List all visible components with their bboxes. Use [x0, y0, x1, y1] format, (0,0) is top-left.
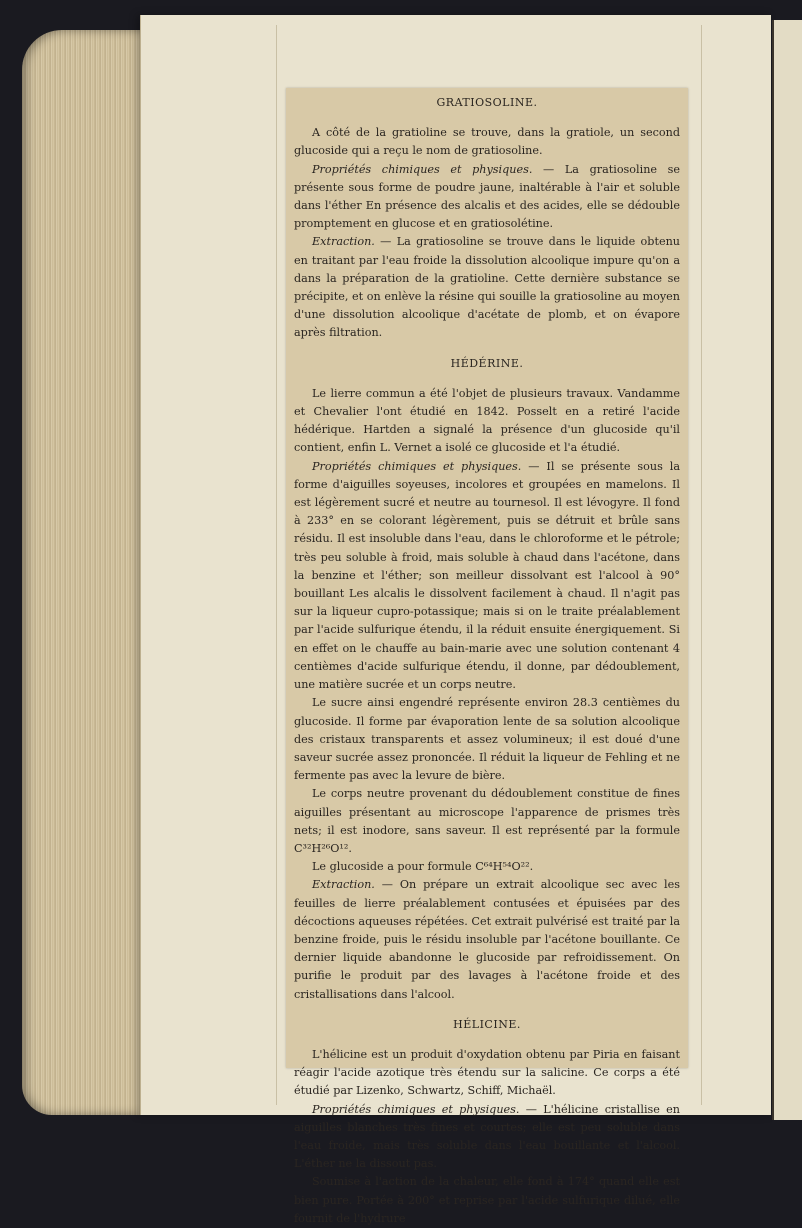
- paragraph: [294, 233, 680, 342]
- paragraph-text: Soumise à l'action de la chaleur, elle fond à 174° quand elle est bien pure. Portée à 200° et reprise par l'acide sulfurique dilué, elle fournit de l'hydrure: [294, 1175, 680, 1225]
- paragraph-text: Le sucre ainsi engendré représente environ 28.3 centièmes du glucoside. Il forme par évaporation lente de sa solution alcoolique des cristaux transparents et assez volumineux; il est doué d'une saveur sucrée assez prononcée. Il réduit la liqueur de Fehling et ne fermente pas avec la levure de bière.: [294, 696, 680, 783]
- paragraph: [294, 458, 680, 695]
- paragraph: [294, 876, 680, 1003]
- paragraph: [294, 124, 680, 160]
- paragraph: [294, 1101, 680, 1174]
- paragraph-text: L'hélicine est un produit d'oxydation obtenu par Piria en faisant réagir l'acide azotique très étendu sur la salicine. Ce corps a été étudié par Lizenko, Schwartz, Schiff, Michaël.: [294, 1047, 680, 1098]
- paragraph-text: — Il se présente sous la forme d'aiguilles soyeuses, incolores et groupées en mamelons. Il est légèrement sucré et neutre au tournesol. Il est lévogyre. Il fond à 233° en se colorant légèrement, puis se détruit et brûle sans résidu. Il est insoluble dans l'eau, dans le chloroforme et le pétrole; très peu soluble à froid, mais soluble à chaud dans l'acétone, dans la benzine et l'éther; son meilleur dissolvant est l'alcool à 90° bouillant Les alcalis le dissolvent facilement à chaud. Il n'agit pas sur la liqueur cupro-potassique; mais si on le traite préalablement par l'acide sulfurique étendu, il la réduit ensuite énergiquement. Si en effet on le chauffe au bain-marie avec une solution contenant 4 centièmes d'acide sulfurique étendu, il donne, par dédoublement, une matière sucrée et un corps neutre.: [294, 459, 680, 692]
- section-title-gratiosoline: GRATIOSOLINE.: [436, 96, 538, 109]
- paragraph-text: — L'hélicine cristallise en aiguilles blanches très fines et courtes; elle est peu soluble dans l'eau froide, mais très soluble dans l'eau bouillante et l'alcool. L'éther ne la dissout pas.: [294, 1102, 681, 1171]
- paragraph: [294, 858, 680, 876]
- section-title-helicine: HÉLICINE.: [453, 1017, 521, 1031]
- page-margin-rule: [701, 25, 702, 1105]
- paragraph-lead: Propriétés chimiques et physiques.: [312, 1102, 520, 1116]
- paragraph-text: A côté de la gratioline se trouve, dans la gratiole, un second glucoside qui a reçu le nom de gratiosoline.: [294, 126, 680, 158]
- paragraph-text: — La gratiosoline se présente sous forme de poudre jaune, inaltérable à l'air et soluble dans l'éther En présence des alcalis et des acides, elle se dédouble promptement en glucose et en gratiosolétine.: [294, 162, 681, 231]
- paragraph-text: Le lierre commun a été l'objet de plusieurs travaux. Vandamme et Chevalier l'ont étudié en 1842. Posselt en a retiré l'acide hédérique. Hartden a signalé la présence d'un glucoside qu'il contient, enfin L. Vernet a isolé ce glucoside et l'a étudié.: [294, 386, 680, 455]
- paragraph-text: — La gratiosoline se trouve dans le liquide obtenu en traitant par l'eau froide la dissolution alcoolique impure qu'on a dans la préparation de la gratioline. Cette dernière substance se précipite, et on enlève la résine qui souille la gratiosoline au moyen d'une dissolution alcoolique d'acétate de plomb, et on évapore après filtration.: [294, 235, 680, 340]
- paragraph-lead: Extraction.: [312, 235, 375, 249]
- paragraph: [294, 785, 680, 858]
- paragraph-lead: Extraction.: [312, 878, 375, 892]
- paragraph: [294, 161, 680, 234]
- paragraph-text: Le glucoside a pour formule C⁶⁴H⁵⁴O²².: [312, 860, 534, 874]
- paragraph: [294, 1173, 680, 1228]
- paragraph-text: Le corps neutre provenant du dédoublement constitue de fines aiguilles présentant au microscope l'apparence de prismes très nets; il est inodore, sans saveur. Il est représenté par la formule C³²H²⁶O¹².: [294, 787, 680, 855]
- paragraph: [294, 385, 680, 458]
- section-title-hederine: HÉDÉRINE.: [450, 356, 524, 370]
- paragraph-lead: Propriétés chimiques et physiques.: [312, 459, 522, 473]
- paragraph-lead: Propriétés chimiques et physiques.: [312, 162, 533, 176]
- pasted-clipping: [286, 88, 688, 1225]
- paragraph: [294, 694, 680, 785]
- facing-page-edge: [772, 20, 802, 1120]
- paragraph: [294, 1046, 680, 1101]
- page-margin-rule: [276, 25, 277, 1105]
- paragraph-text: — On prépare un extrait alcoolique sec avec les feuilles de lierre préalablement contusées et épuisées par des décoctions aqueuses répétées. Cet extrait pulvérisé est traité par la benzine froide, puis le résidu insoluble par l'acétone bouillante. Ce dernier liquide abandonne le glucoside par refroidissement. On purifie le produit par des lavages à l'acétone froide et des cristallisations dans l'alcool.: [294, 878, 680, 1001]
